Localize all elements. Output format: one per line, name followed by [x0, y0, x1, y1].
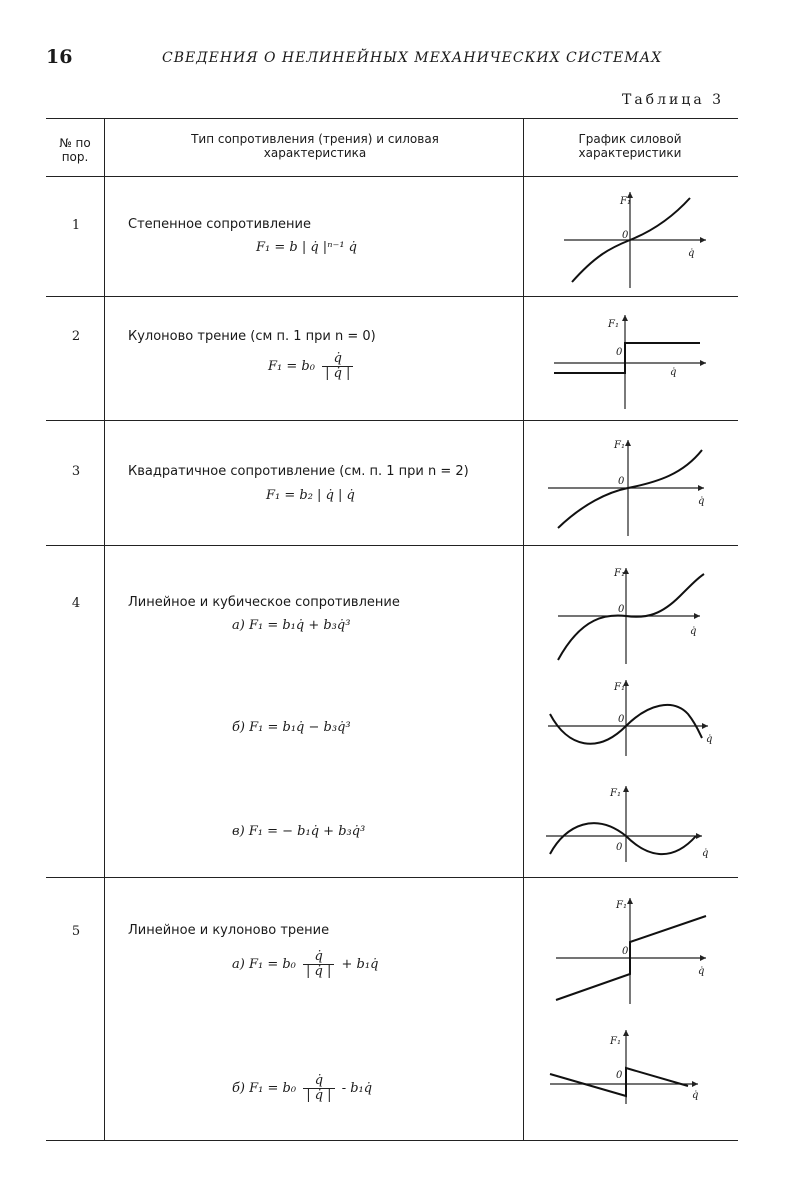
origin-label: 0: [618, 476, 625, 487]
table-top-rule: [46, 118, 738, 119]
origin-label: 0: [616, 347, 623, 358]
axis-label-x: q̇: [702, 848, 709, 859]
formula-rhs: + b₁q̇: [341, 957, 379, 972]
table-label: Таблица 3: [622, 92, 725, 108]
axis-label-x: q̇: [706, 734, 713, 745]
origin-label: 0: [618, 604, 625, 615]
axis-label-x: q̇: [692, 1090, 699, 1101]
formula-lhs: а) F₁ = b₀: [232, 957, 296, 972]
row-number: 5: [71, 924, 81, 939]
row-title: Кулоново трение (см п. 1 при n = 0): [128, 329, 376, 344]
row-title: Степенное сопротивление: [128, 217, 311, 232]
row-number: 1: [71, 218, 81, 233]
graph-linear-coulomb-a: [550, 896, 710, 1006]
header-rule: [46, 176, 738, 177]
axis-label-y: F₁: [608, 319, 619, 330]
column-divider: [523, 118, 524, 1140]
row-rule: [46, 877, 738, 878]
running-title: СВЕДЕНИЯ О НЕЛИНЕЙНЫХ МЕХАНИЧЕСКИХ СИСТЕМАХ: [162, 50, 663, 66]
axis-label-y: F₁: [610, 788, 621, 799]
row-formula: [268, 352, 356, 381]
page-number: 16: [46, 46, 73, 68]
row-number: 4: [71, 596, 81, 611]
axis-label-x: q̇: [690, 626, 697, 637]
row-formula-a: [232, 950, 378, 979]
row-formula-c: в) F₁ = − b₁q̇ + b₃q̇³: [232, 824, 366, 839]
axis-label-x: q̇: [698, 966, 705, 977]
graph-quadratic: [548, 438, 708, 538]
formula-lhs: б) F₁ = b₀: [232, 1081, 297, 1096]
header-graph: График силовой характеристики: [578, 132, 682, 160]
axis-label-x: q̇: [698, 496, 705, 507]
axis-label-y: F₁: [620, 196, 631, 207]
row-rule: [46, 545, 738, 546]
origin-label: 0: [622, 230, 629, 241]
origin-label: 0: [622, 946, 629, 957]
row-number: 2: [71, 329, 81, 344]
fraction: [322, 352, 353, 381]
row-rule: [46, 296, 738, 297]
row-title: Линейное и кубическое сопротивление: [128, 595, 400, 610]
origin-label: 0: [618, 714, 625, 725]
column-divider: [104, 118, 105, 1140]
fraction-denominator: | q̇ |: [322, 366, 353, 381]
graph-cubic-b: [548, 678, 713, 758]
row-formula: F₁ = b | q̇ |ⁿ⁻¹ q̇: [256, 240, 357, 255]
row-formula-b: б) F₁ = b₁q̇ − b₃q̇³: [232, 720, 351, 735]
row-number: 3: [71, 464, 81, 479]
table-bottom-rule: [46, 1140, 738, 1141]
row-title: Линейное и кулоново трение: [128, 923, 330, 938]
row-formula-b: [232, 1074, 372, 1103]
header-type: Тип сопротивления (трения) и силовая характеристика: [191, 132, 439, 160]
fraction-numerator: q̇: [314, 949, 323, 964]
axis-label-y: F₁: [614, 568, 625, 579]
axis-label-x: q̇: [670, 367, 677, 378]
fraction-denominator: | q̇ |: [303, 1088, 334, 1103]
graph-coulomb: [550, 313, 710, 413]
origin-label: 0: [616, 1070, 623, 1081]
axis-label-y: F₁: [614, 440, 625, 451]
origin-label: 0: [616, 842, 623, 853]
fraction-denominator: | q̇ |: [303, 964, 334, 979]
row-title: Квадратичное сопротивление (см. п. 1 при n = 2): [128, 464, 469, 479]
header-num: № по пор.: [59, 136, 91, 164]
fraction: [303, 950, 334, 979]
axis-label-y: F₁: [614, 682, 625, 693]
row-formula: F₁ = b₂ | q̇ | q̇: [266, 488, 355, 503]
graph-cubic-c: [546, 784, 709, 864]
row-rule: [46, 420, 738, 421]
axis-label-y: F₁: [616, 900, 627, 911]
graph-power-law: [550, 190, 710, 290]
row-formula-a: а) F₁ = b₁q̇ + b₃q̇³: [232, 618, 351, 633]
graph-cubic-a: [552, 566, 712, 666]
graph-linear-coulomb-b: [548, 1026, 708, 1106]
formula-lhs: F₁ = b₀: [268, 359, 315, 374]
fraction: [303, 1074, 334, 1103]
formula-rhs: - b₁q̇: [341, 1081, 373, 1096]
fraction-numerator: q̇: [333, 351, 342, 366]
axis-label-y: F₁: [610, 1036, 621, 1047]
fraction-numerator: q̇: [314, 1073, 324, 1088]
axis-label-x: q̇: [688, 248, 695, 259]
